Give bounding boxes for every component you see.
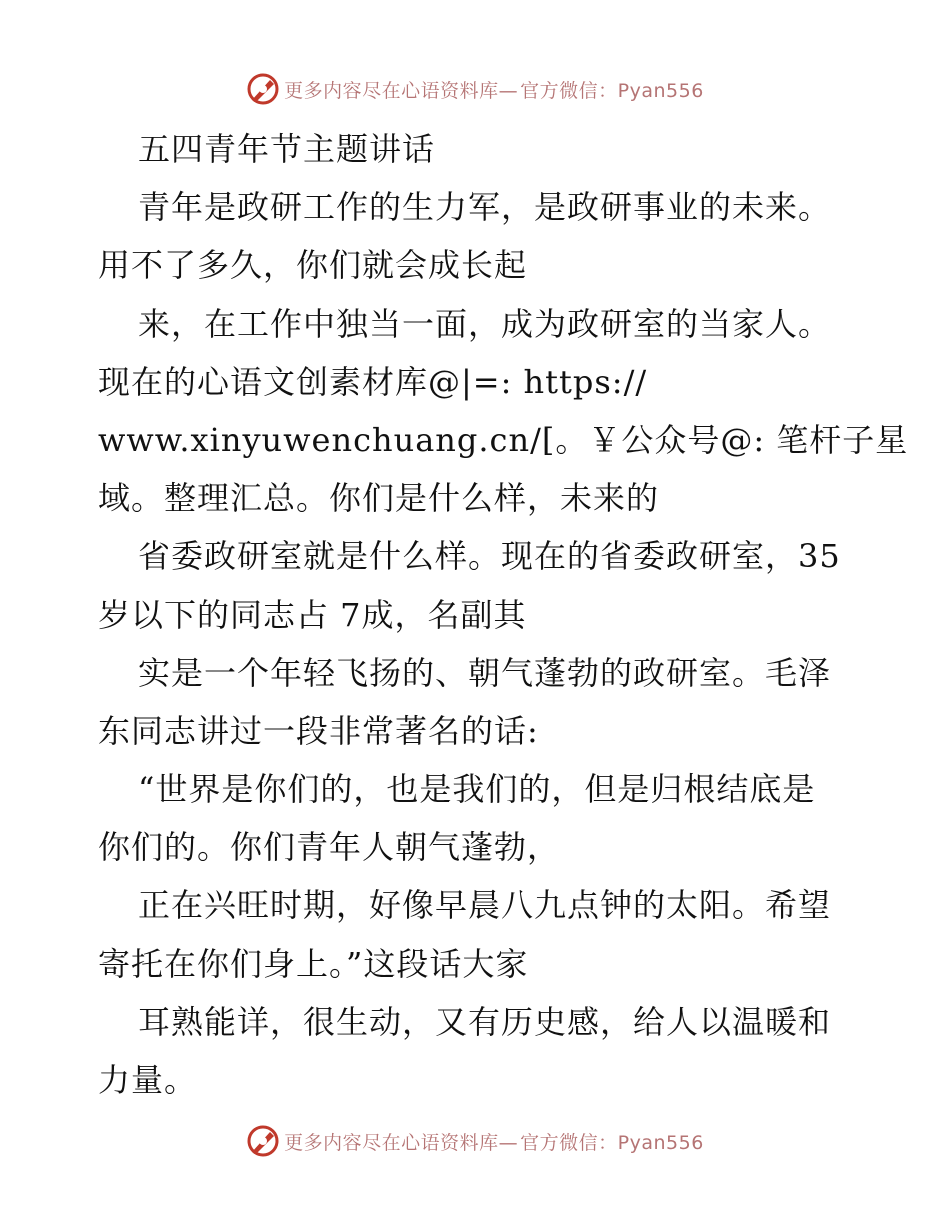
text-line: 青年是政研工作的生力军，是政研事业的未来。 <box>138 188 832 227</box>
banner-text: 更多内容尽在心语资料库— <box>284 79 519 102</box>
banner-wechat: 官方微信：Pyan556 <box>520 79 704 102</box>
text-line: 寄托在你们身上。”这段话大家 <box>98 944 529 983</box>
text-line: 正在兴旺时期，好像早晨八九点钟的太阳。希望 <box>138 886 832 925</box>
text-line: 来，在工作中独当一面，成为政研室的当家人。 <box>138 304 832 343</box>
text-line: 域。整理汇总。你们是什么样，未来的 <box>98 479 660 518</box>
text-line: 岁以下的同志占 7成，名副其 <box>98 595 527 634</box>
text-line: 耳熟能详，很生动，又有历史感，给人以温暖和 <box>138 1002 832 1041</box>
text-line: 五四青年节主题讲话 <box>138 130 436 168</box>
pen-logo-icon <box>246 72 280 106</box>
header-banner <box>0 72 950 106</box>
text-line: 省委政研室就是什么样。现在的省委政研室，35 <box>138 537 841 576</box>
text-line: 实是一个年轻飞扬的、朝气蓬勃的政研室。毛泽 <box>138 653 832 692</box>
text-line: 东同志讲过一段非常著名的话: <box>98 711 539 750</box>
text-line: 用不了多久，你们就会成长起 <box>98 246 528 285</box>
text-line: www.xinyuwenchuang.cn/[。￥公众号@: 笔杆子星 <box>98 420 909 459</box>
document-body <box>98 120 909 1109</box>
text-line: 你们的。你们青年人朝气蓬勃， <box>98 828 561 867</box>
banner-text: 更多内容尽在心语资料库— <box>284 1131 519 1154</box>
text-line: 力量。 <box>98 1061 198 1099</box>
pen-logo-icon <box>246 1124 280 1158</box>
banner-wechat: 官方微信：Pyan556 <box>520 1131 704 1154</box>
text-line: “世界是你们的，也是我们的，但是归根结底是 <box>138 770 816 809</box>
text-line: 现在的心语文创素材库@|=: https:// <box>98 362 648 401</box>
footer-banner <box>0 1124 950 1158</box>
